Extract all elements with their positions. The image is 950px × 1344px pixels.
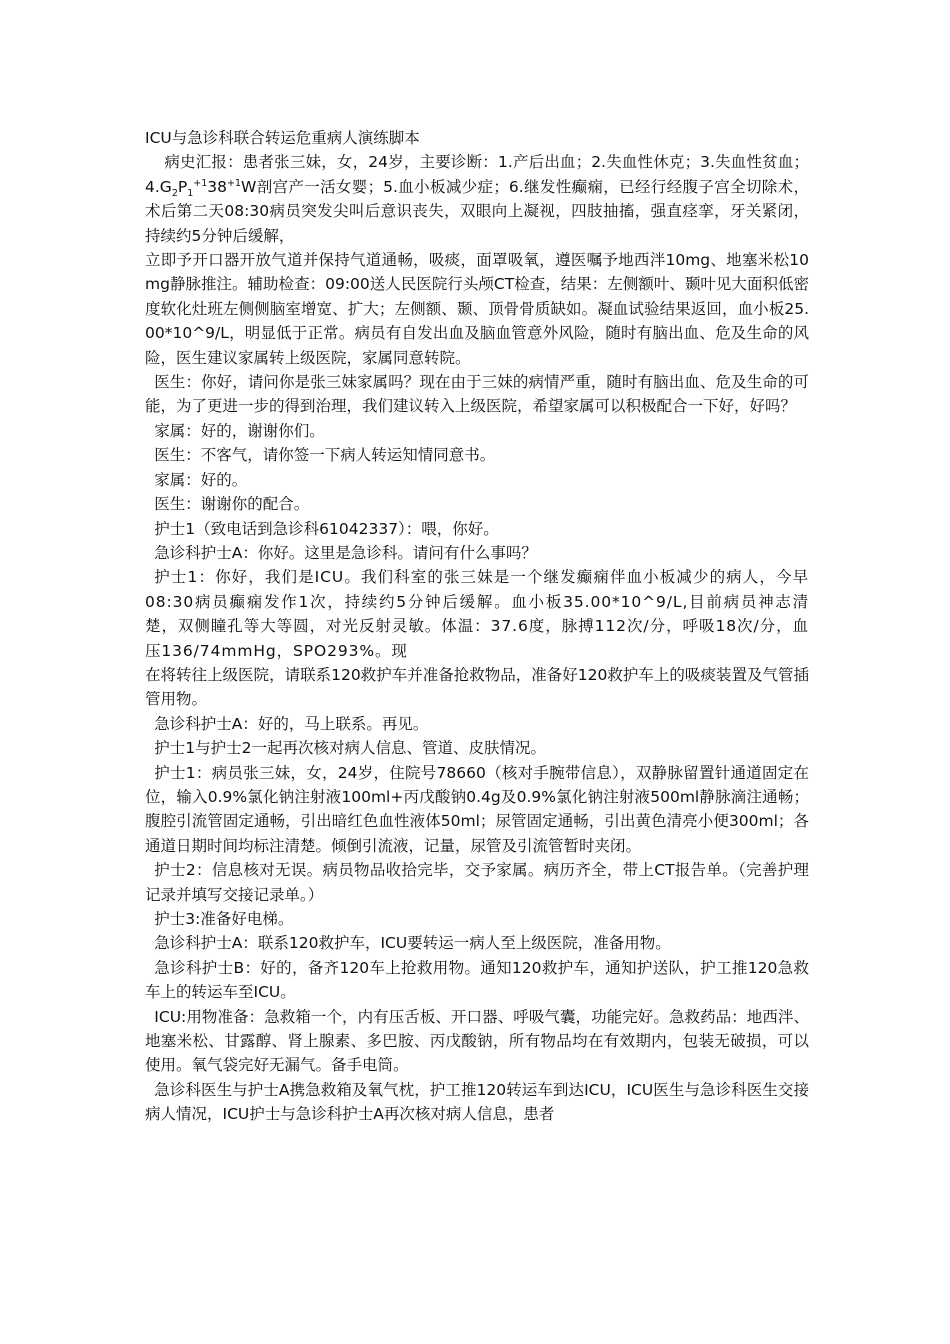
dialogue-line: 家属：好的。 <box>154 470 248 489</box>
dialogue-line: 护士1：病员张三妹，女，24岁，住院号78660（核对手腕带信息），双静脉留置针通道固定在位，输入0.9%氯化钠注射液100ml+丙戊酸钠0.4g及0.9%氯化钠注射液500ml静脉滴注通畅；腹腔引流管固定通畅，引出暗红色血性液体50ml；尿管固定通畅，引出黄色清亮小便300ml；各通道日期时间均标注清楚。倾倒引流液，记量，尿管及引流管暂时夹闭。 <box>145 763 809 855</box>
dialogue-line: 护士3:准备好电梯。 <box>154 910 294 928</box>
dialogue-line: 医生：你好，请问你是张三妹家属吗？现在由于三妹的病情严重，随时有脑出血、危及生命的可能，为了更进一步的得到治理，我们建议转入上级医院，希望家属可以积极配合一下好，好吗？ <box>145 373 809 416</box>
document-title: ICU与急诊科联合转运危重病人演练脚本 <box>145 129 420 147</box>
weeks-superscript: +1 <box>227 177 242 189</box>
history-text-b: P <box>177 177 188 196</box>
dialogue-line: 急诊科医生与护士A携急救箱及氧气枕，护工推120转运车到达ICU，ICU医生与急诊科医生交接病人情况，ICU护士与急诊科护士A再次核对病人信息，患者 <box>145 1080 809 1124</box>
dialogue-line: 护士2：信息核对无误。病员物品收拾完毕，交予家属。病历齐全，带上CT报告单。（完善护理记录并填写交接记录单。） <box>145 861 809 904</box>
dialogue-line: 急诊科护士A：联系120救护车，ICU要转运一病人至上级医院，准备用物。 <box>154 934 671 953</box>
document-page <box>145 126 809 1127</box>
dialogue-line: 家属：好的，谢谢你们。 <box>154 421 325 440</box>
dialogue-line: 护士1：你好，我们是ICU。我们科室的张三妹是一个继发癫痫伴血小板减少的病人，今早08:30病员癫痫发作1次，持续约5分钟后缓解。血小板35.00*10^9/L,目前病员神志清楚，双侧瞳孔等大等圆，对光反射灵敏。体温：37.6度，脉搏112次/分，呼吸18次/分，血压136/74mmHg，SPO293%。现 <box>145 568 809 660</box>
treatment-paragraph: 立即予开口器开放气道并保持气道通畅，吸痰，面罩吸氧，遵医嘱予地西泮10mg、地塞米松10mg静脉推注。辅助检查：09:00送人民医院行头颅CT检查，结果：左侧额叶、颞叶见大面积低密度软化灶班左侧侧脑室增宽、扩大；左侧额、颞、顶骨骨质缺如。凝血试验结果返回，血小板25.00*10^9/L，明显低于正常。病员有自发出血及脑血管意外风险，随时有脑出血、危及生命的风险，医生建议家属转上级医院，家属同意转院。 <box>145 251 809 367</box>
dialogue-line: 医生：谢谢你的配合。 <box>154 495 310 514</box>
para-superscript: +1 <box>193 177 208 189</box>
medical-history-paragraph <box>145 150 809 248</box>
dialogue-line: 医生：不客气，请你签一下病人转运知情同意书。 <box>154 446 496 465</box>
dialogue-line: ICU:用物准备：急救箱一个，内有压舌板、开口器、呼吸气囊，功能完好。急救药品：地西泮、地塞米松、甘露醇、肾上腺素、多巴胺、丙戊酸钠，所有物品均在有效期内，包装无破损，可以使用。氧气袋完好无漏气。备手电筒。 <box>145 1007 809 1075</box>
history-text-d: W剖宫产一活女婴；5.血小板减少症；6.继发性癫痫，已经行经腹子宫全切除术，术后第二天08:30病员突发尖叫后意识丧失，双眼向上凝视，四肢抽搐，强直痉挛，牙关紧闭，持续约5分钟后缓解， <box>145 177 809 245</box>
dialogue-line: 护士1（致电话到急诊科61042337）：喂，你好。 <box>154 519 499 538</box>
para-subscript: 1 <box>187 187 194 199</box>
dialogue-line: 急诊科护士A：你好。这里是急诊科。请问有什么事吗？ <box>154 543 537 562</box>
dialogue-continuation: 在将转往上级医院，请联系120救护车并准备抢救物品，准备好120救护车上的吸痰装置及气管插管用物。 <box>145 665 809 709</box>
dialogue-line: 护士1与护士2一起再次核对病人信息、管道、皮肤情况。 <box>154 739 547 758</box>
gravida-subscript: 2 <box>171 187 178 199</box>
history-text-c: 38 <box>207 177 228 196</box>
dialogue-line: 急诊科护士B：好的，备齐120车上抢救用物。通知120救护车，通知护送队，护工推120急救车上的转运车至ICU。 <box>145 958 809 1002</box>
history-text-a: 病史汇报：患者张三妹，女，24岁，主要诊断：1.产后出血；2.失血性休克；3.失血性贫血；4.G <box>145 153 809 196</box>
dialogue-line: 急诊科护士A：好的，马上联系。再见。 <box>154 714 429 733</box>
